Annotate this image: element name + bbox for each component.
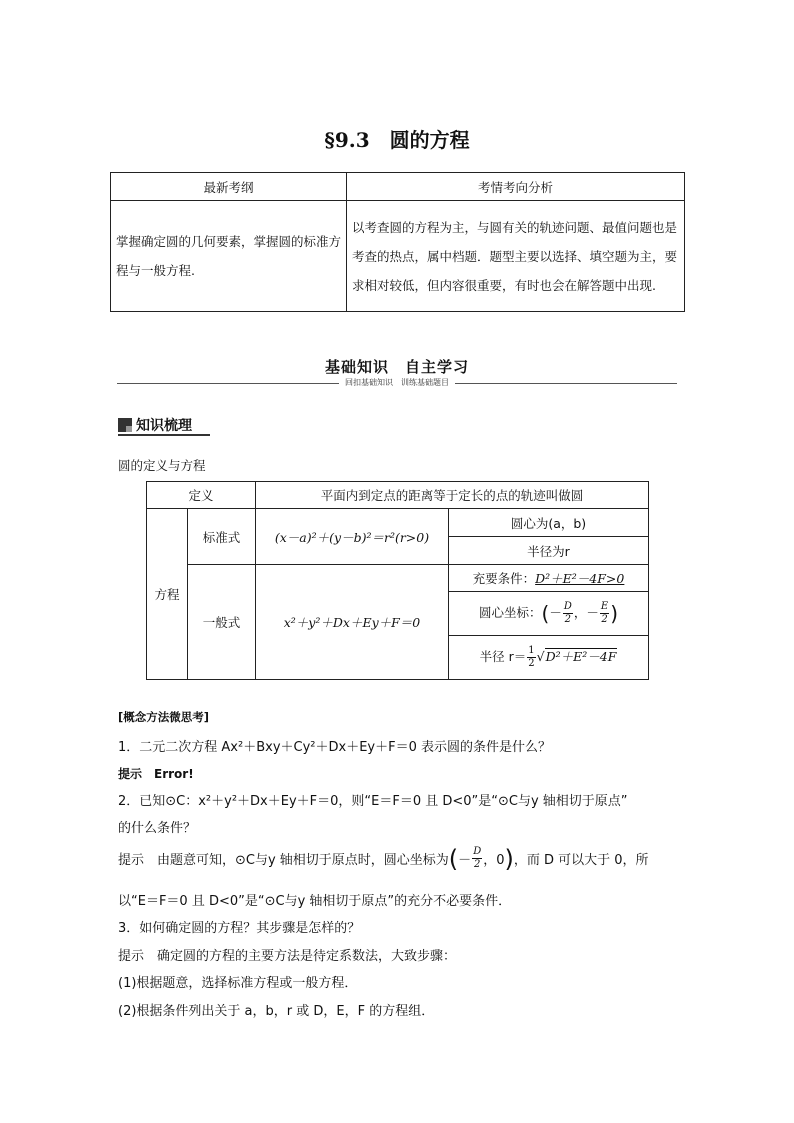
outline-table: [110, 172, 685, 312]
frac-d: [563, 601, 573, 626]
condition-label: 充要条件：: [472, 571, 536, 586]
frac-e: [600, 601, 609, 626]
def-label: 定义: [147, 482, 256, 509]
frac-d-den: 2: [564, 614, 572, 625]
condition-cell: [449, 565, 649, 592]
question-1: 1．二元二次方程 Ax²＋Bxy＋Cy²＋Dx＋Ey＋F＝0 表示圆的条件是什么？: [118, 740, 551, 755]
question-2-line2: 的什么条件？: [118, 821, 197, 836]
standard-label: 标准式: [188, 509, 256, 565]
answer-2-frac-num: D: [473, 846, 482, 857]
square-icon: [118, 418, 132, 432]
radius-text: 半径为r: [449, 537, 649, 565]
question-2-line1: 2．已知⊙C：x²＋y²＋Dx＋Ey＋F＝0，则“E＝F＝0 且 D<0”是“⊙C与y 轴相切于原点”: [118, 794, 628, 809]
answer-2-frac: [472, 846, 482, 871]
radius-two: 2: [528, 658, 535, 669]
intro-text: 圆的定义与方程: [118, 458, 206, 473]
def-text: 平面内到定点的距离等于定长的点的轨迹叫做圆: [256, 482, 649, 509]
definition-table: [146, 481, 649, 680]
answer-3: 提示 确定圆的方程的主要方法是待定系数法，大致步骤：: [118, 949, 457, 964]
center-coord-label: 圆心坐标：: [478, 605, 542, 620]
answer-2-line1: 提示 由题意可知，⊙C与y 轴相切于原点时，圆心坐标为 ( － $\frac{D}{2}$ ，0 ) ，而 D 可以大于 0，所: [118, 844, 649, 873]
knowledge-tag: [118, 415, 192, 435]
radius-half: [527, 645, 535, 670]
page-title: §9.3 圆的方程: [324, 128, 470, 152]
outline-col2-header: 考情考向分析: [347, 173, 685, 201]
frac-d-num: D: [563, 601, 572, 612]
radius-formula-cell: 半径 r＝ $\frac{1}{2}$ √D²＋E²－4F: [449, 636, 649, 680]
answer-2-post: ，而 D 可以大于 0，所: [513, 853, 649, 868]
standard-eq: (x－a)²＋(y－b)²＝r²(r>0): [256, 509, 449, 565]
outline-col2-text: 以考查圆的方程为主，与圆有关的轨迹问题、最值问题也是考查的热点，属中档题．题型主要以选择、填空题为主，要求相对较低，但内容很重要，有时也会在解答题中出现.: [347, 201, 685, 312]
step-1: (1)根据题意，选择标准方程或一般方程．: [118, 976, 358, 991]
center-text: 圆心为(a，b): [449, 509, 649, 537]
answer-2-pre: 提示 由题意可知，⊙C与y 轴相切于原点时，圆心坐标为: [118, 853, 449, 868]
step-2: (2)根据条件列出关于 a，b，r 或 D，E，F 的方程组．: [118, 1004, 435, 1019]
radius-label: 半径 r＝: [479, 649, 527, 664]
section-title: 基础知识 自主学习: [324, 358, 469, 376]
condition-expr: D²＋E²－4F>0: [535, 571, 625, 586]
frac-e-num: E: [600, 601, 609, 612]
section-subtitle-wrap: [0, 377, 794, 388]
outline-col1-header: 最新考纲: [111, 173, 347, 201]
think-label: [概念方法微思考]: [118, 710, 210, 724]
frac-e-den: 2: [601, 614, 608, 625]
radius-one: 1: [528, 645, 535, 656]
center-coord-cell: 圆心坐标：(－ $\frac{D}{2}$ ，－ $\frac{E}{2}$ ): [449, 592, 649, 636]
answer-2-line2: 以“E＝F＝0 且 D<0”是“⊙C与y 轴相切于原点”的充分不必要条件．: [118, 894, 512, 909]
section-subtitle: 回扣基础知识 训练基础题目: [339, 378, 455, 387]
general-eq: x²＋y²＋Dx＋Ey＋F＝0: [256, 565, 449, 680]
knowledge-tag-label: 知识梳理: [136, 418, 192, 434]
radius-expr: D²＋E²－4F: [545, 649, 617, 664]
answer-2-frac-den: 2: [474, 859, 481, 870]
outline-col1-text: 掌握确定圆的几何要素，掌握圆的标准方程与一般方程.: [111, 201, 347, 312]
general-label: 一般式: [188, 565, 256, 680]
tag-underline: [118, 434, 210, 436]
eq-label: 方程: [147, 509, 188, 680]
answer-2-zero: ，0: [483, 853, 505, 868]
answer-1: 提示 Error!: [118, 767, 194, 781]
question-3: 3．如何确定圆的方程？其步骤是怎样的？: [118, 921, 361, 936]
